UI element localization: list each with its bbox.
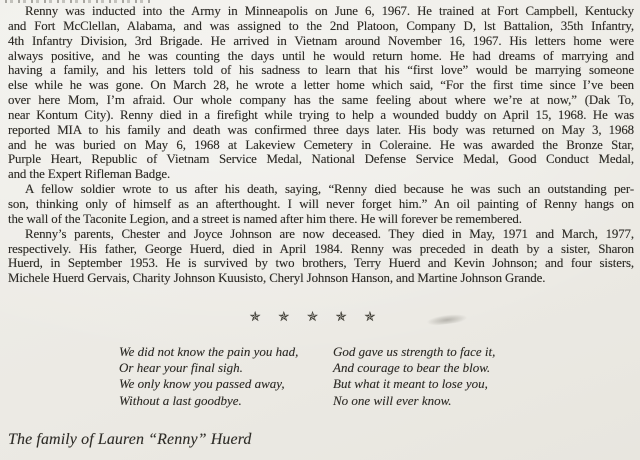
poem-line: No one will ever know. [333,392,452,408]
body-text-line: the wall of the Taconite Legion, and a street is named after him there. He will forever be remembered. [8,211,522,226]
body-text-line: respectively. His father, George Huerd, died in April 1984. Renny was preceded in death by a sister, Sharon [8,241,634,256]
poem-line: But what it meant to lose you, [333,376,488,392]
poem-line: We did not know the pain you had, [119,344,299,359]
star-icon: ✯ [249,309,268,324]
poem-line: Or hear your final sigh. [119,360,243,376]
body-text-line: and Fort McClellan, Alabama, and was assigned to the 2nd Platoon, Company D, lst Battalion, 35th Infantry, [8,18,634,33]
body-text-line: Renny’s parents, Chester and Joyce Johnson are now deceased. They died in May, 1971 and March, 1977, [25,226,634,241]
body-text-line: son, thinking only of himself as an afterthought. I will never forget him.” An oil painting of Renny hangs on [8,196,634,211]
poem-line: God gave us strength to face it, [333,344,496,359]
body-text-line: always positive, and he was counting the days until he would return home. He had dreams of marrying and [8,48,634,63]
body-text-line: and he was buried on May 6, 1968 at Lakeview Cemetery in Coleraine. He was awarded the Bronze Star, [8,137,634,152]
star-icon: ✯ [335,309,354,324]
body-text-line: over here Mom, I’m afraid. Our whole company has the same feeling about where we’re at now,” (Dak To, [8,93,634,108]
body-text-line: A fellow soldier wrote to us after his death, saying, “Renny died because he was such an outstanding per- [25,182,634,197]
stars-divider [0,309,632,325]
star-icon: ✯ [278,309,297,324]
body-text-line: Renny was inducted into the Army in Minneapolis on June 6, 1967. He trained at Fort Campbell, Kentucky [25,4,634,18]
closing-line: The family of Lauren “Renny” Huerd [8,431,252,448]
star-icon: ✯ [306,309,326,324]
star-icon: ✯ [364,309,383,324]
poem-line: Without a last goodbye. [119,392,242,408]
paragraph-family [8,227,634,286]
body-text-line: near Kontum City). Renny died in a firefight while trying to help a wounded buddy on April 15, 1968. He was [8,107,634,122]
body-text-line: Michele Huerd Gervais, Charity Johnson Kuusisto, Cheryl Johnson Hanson, and Martine Johnson Grande. [8,271,546,286]
memorial-poem [119,344,495,409]
poem-line: We only know you passed away, [119,376,285,392]
poem-left-stanza [119,344,333,409]
paragraph-fellow-soldier [8,182,634,227]
body-text-line: 4th Infantry Division, 3rd Brigade. He arrived in Vietnam around November 16, 1967. His letters home were [8,33,634,48]
body-text-line: else while he was gone. On March 28, he wrote a letter home which said, “For the first time since I’ve been [8,78,634,93]
body-text-line: Purple Heart, Republic of Vietnam Service Medal, National Defense Service Medal, Good Conduct Medal, [8,152,634,167]
body-text-line: having a family, and his letters told of his sadness to learn that his “first love” would be marrying someone [8,63,634,78]
paragraph-service [8,4,634,182]
cropped-text-fragment [5,0,153,3]
body-text-line: reported MIA to his family and death was confirmed three days later. His body was returned on May 3, 1968 [8,122,634,137]
poem-right-stanza [333,344,495,409]
poem-line: And courage to bear the blow. [333,360,491,376]
body-text-line: Huerd, in September 1953. He is survived by two brothers, Terry Huerd and Kevin Johnson; and four sisters, [8,256,634,271]
memorial-body [8,4,634,286]
body-text-line: and the Expert Rifleman Badge. [8,167,171,182]
